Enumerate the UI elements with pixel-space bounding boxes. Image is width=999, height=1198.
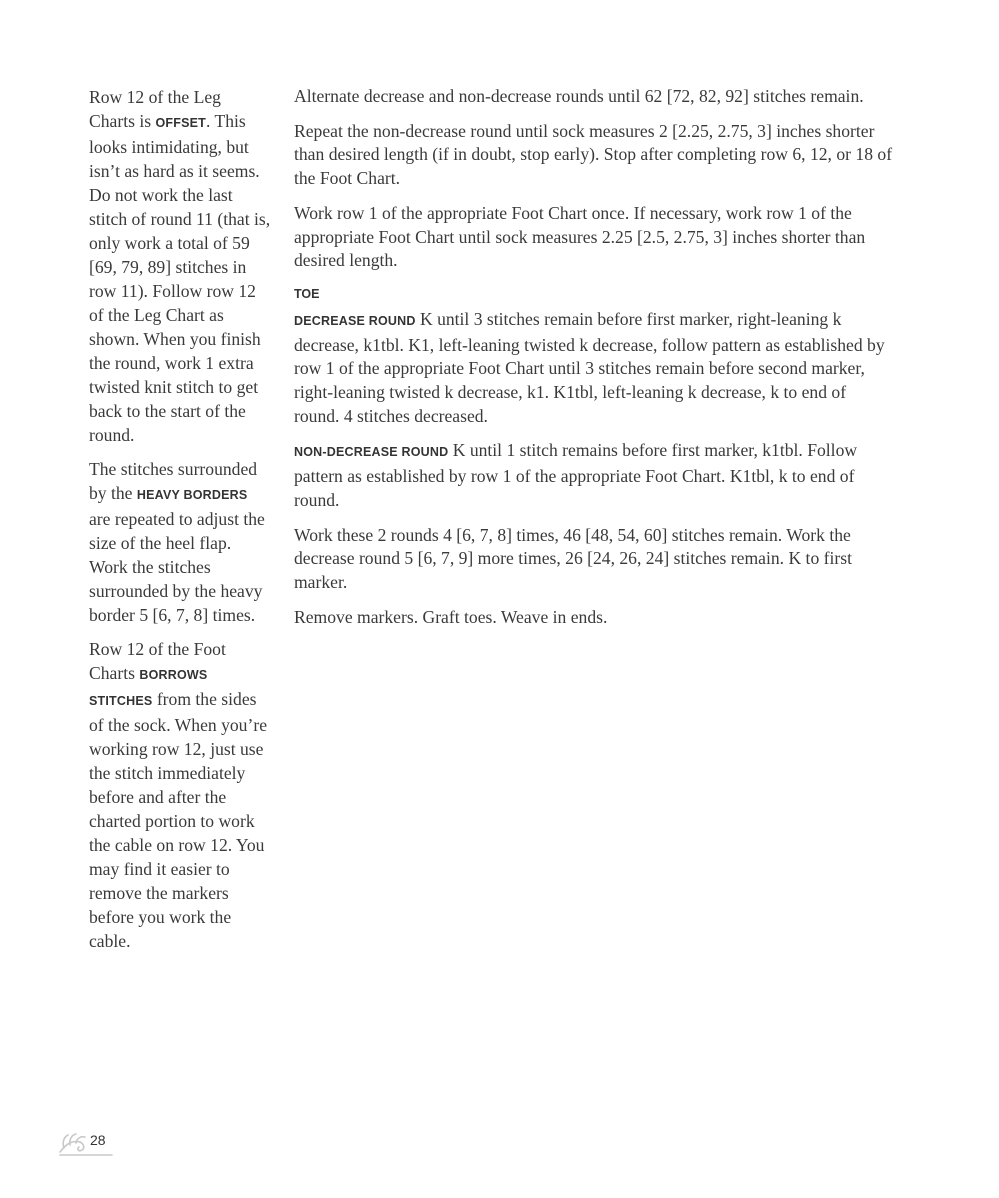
page-number: 28	[90, 1132, 106, 1148]
decrease-round-instruction: DECREASE ROUND K until 3 stitches remain before first marker, right-leaning k decrease, k1tbl. K1, left-leaning twisted k decrease, follow pattern as established by row 1 of the appropriate Foot Chart until 3 stitches remain before second marker, right-leaning twisted k decrease, k1. K1tbl, left-leaning k decrease, k to end of round. 4 stitches decreased.	[294, 308, 885, 426]
non-decrease-round-instruction: NON-DECREASE ROUND K until 1 stitch remains before first marker, k1tbl. Follow pattern as established by row 1 of the appropriate Foot Chart. K1tbl, k to end of round.	[294, 440, 858, 510]
paragraph-finish: Remove markers. Graft toes. Weave in ends.	[294, 606, 608, 627]
sidebar-note-heavy-borders: The stitches surrounded by the HEAVY BORDERS are repeated to adjust the size of the heel flap. Work the stitches surrounded by the heavy border 5 [6, 7, 8] times.	[89, 459, 265, 625]
paragraph-repeat: Repeat the non-decrease round until sock measures 2 [2.25, 2.75, 3] inches shorter than desired length (if in doubt, stop early). Stop after completing row 6, 12, or 18 of the Foot Chart.	[294, 120, 893, 189]
paragraph-alternate: Alternate decrease and non-decrease rounds until 62 [72, 82, 92] stitches remain.	[294, 86, 864, 106]
decrease-round-label: DECREASE ROUND	[294, 313, 416, 328]
term-offset: OFFSET	[155, 116, 206, 130]
main-instructions	[294, 85, 894, 640]
paragraph-work-row: Work row 1 of the appropriate Foot Chart once. If necessary, work row 1 of the appropriate Foot Chart until sock measures 2.25 [2.5, 2.75, 3] inches shorter than desired length.	[294, 202, 866, 271]
sidebar-note-borrows-stitches: Row 12 of the Foot Charts BORROWS STITCHES from the sides of the sock. When you’re working row 12, just use the stitch immediately before and after the charted portion to work the cable on row 12. You may find it easier to remove the markers before you work the cable.	[89, 639, 267, 951]
non-decrease-round-label: NON-DECREASE ROUND	[294, 445, 449, 460]
section-heading-toe: TOE	[294, 286, 320, 301]
paragraph-work-rounds: Work these 2 rounds 4 [6, 7, 8] times, 46 [48, 54, 60] stitches remain. Work the decrease round 5 [6, 7, 9] more times, 26 [24, 26, 24] stitches remain. K to first marker.	[294, 524, 852, 592]
page-footer	[58, 1130, 118, 1160]
term-heavy-borders: HEAVY BORDERS	[136, 488, 248, 502]
sidebar-note-offset: Row 12 of the Leg Charts is OFFSET. This looks intimidating, but isn’t as hard as it seems. Do not work the last stitch of round 11 (that is, only work a total of 59 [69, 79, 89] stitches in row 11). Follow row 12 of the Leg Chart as shown. When you finish the round, work 1 extra twisted knit stitch to get back to the start of the round.	[89, 87, 271, 445]
sidebar-notes	[89, 85, 271, 963]
term-borrows-stitches: BORROWS STITCHES	[89, 668, 208, 708]
